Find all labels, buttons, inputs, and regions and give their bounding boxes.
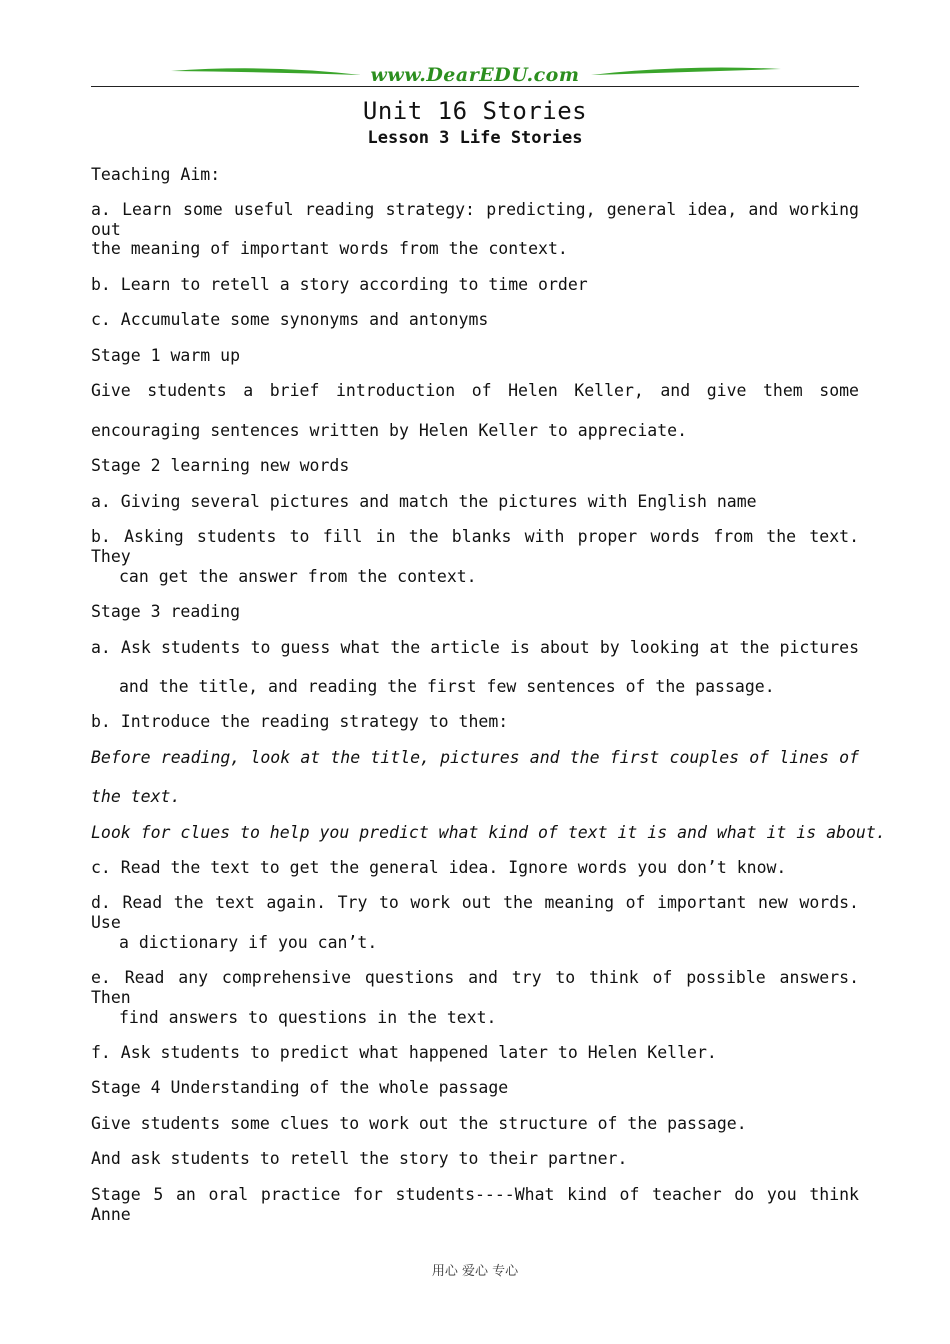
green-swoosh-left-icon (171, 66, 361, 80)
text-line: Give students a brief introduction of Helen Keller, and give them some (91, 381, 859, 400)
text-line: find answers to questions in the text. (119, 1008, 497, 1027)
text-line: b. Asking students to fill in the blanks with proper words from the text. They (91, 527, 859, 566)
lesson-subtitle: Lesson 3 Life Stories (367, 128, 583, 148)
text-line: a. Ask students to guess what the article is about by looking at the pictures (91, 638, 859, 657)
stage-heading: Stage 3 reading (91, 602, 241, 621)
text-line: Give students some clues to work out the structure of the passage. (91, 1114, 747, 1133)
stage-heading: Stage 4 Understanding of the whole passage (91, 1078, 509, 1097)
strategy-line: Before reading, look at the title, pictures and the first couples of lines of (91, 748, 859, 767)
text-line: b. Introduce the reading strategy to them: (91, 712, 509, 731)
text-line: can get the answer from the context. (119, 567, 477, 586)
text-line: e. Read any comprehensive questions and try to think of possible answers. Then (91, 968, 859, 1007)
text-line: and the title, and reading the first few sentences of the passage. (119, 677, 775, 696)
green-swoosh-right-icon (591, 66, 781, 80)
strategy-line: Look for clues to help you predict what kind of text it is and what it is about. (91, 823, 886, 842)
text-line: d. Read the text again. Try to work out the meaning of important new words. Use (91, 893, 859, 932)
text-line: And ask students to retell the story to their partner. (91, 1149, 628, 1168)
text-line: f. Ask students to predict what happened later to Helen Keller. (91, 1043, 717, 1062)
page-title: Unit 16 Stories (362, 97, 588, 125)
text-line: b. Learn to retell a story according to time order (91, 275, 588, 294)
header-rule (91, 86, 859, 87)
text-line: Teaching Aim: (91, 165, 221, 184)
stage-heading: Stage 2 learning new words (91, 456, 350, 475)
text-line: encouraging sentences written by Helen Keller to appreciate. (91, 421, 688, 440)
stage-heading: Stage 5 an oral practice for students----What kind of teacher do you think Anne (91, 1185, 859, 1224)
text-line: c. Accumulate some synonyms and antonyms (91, 310, 489, 329)
stage-heading: Stage 1 warm up (91, 346, 241, 365)
text-line: a. Learn some useful reading strategy: predicting, general idea, and working out (91, 200, 859, 239)
text-line: a dictionary if you can’t. (119, 933, 378, 952)
page-footer: 用心 爱心 专心 (431, 1264, 519, 1279)
site-logo[interactable]: www.DearEDU.com (370, 64, 580, 86)
text-line: a. Giving several pictures and match the pictures with English name (91, 492, 757, 511)
text-line: the meaning of important words from the context. (91, 239, 568, 258)
text-line: c. Read the text to get the general idea. Ignore words you don’t know. (91, 858, 787, 877)
strategy-line: the text. (91, 787, 181, 806)
site-header (91, 62, 859, 90)
